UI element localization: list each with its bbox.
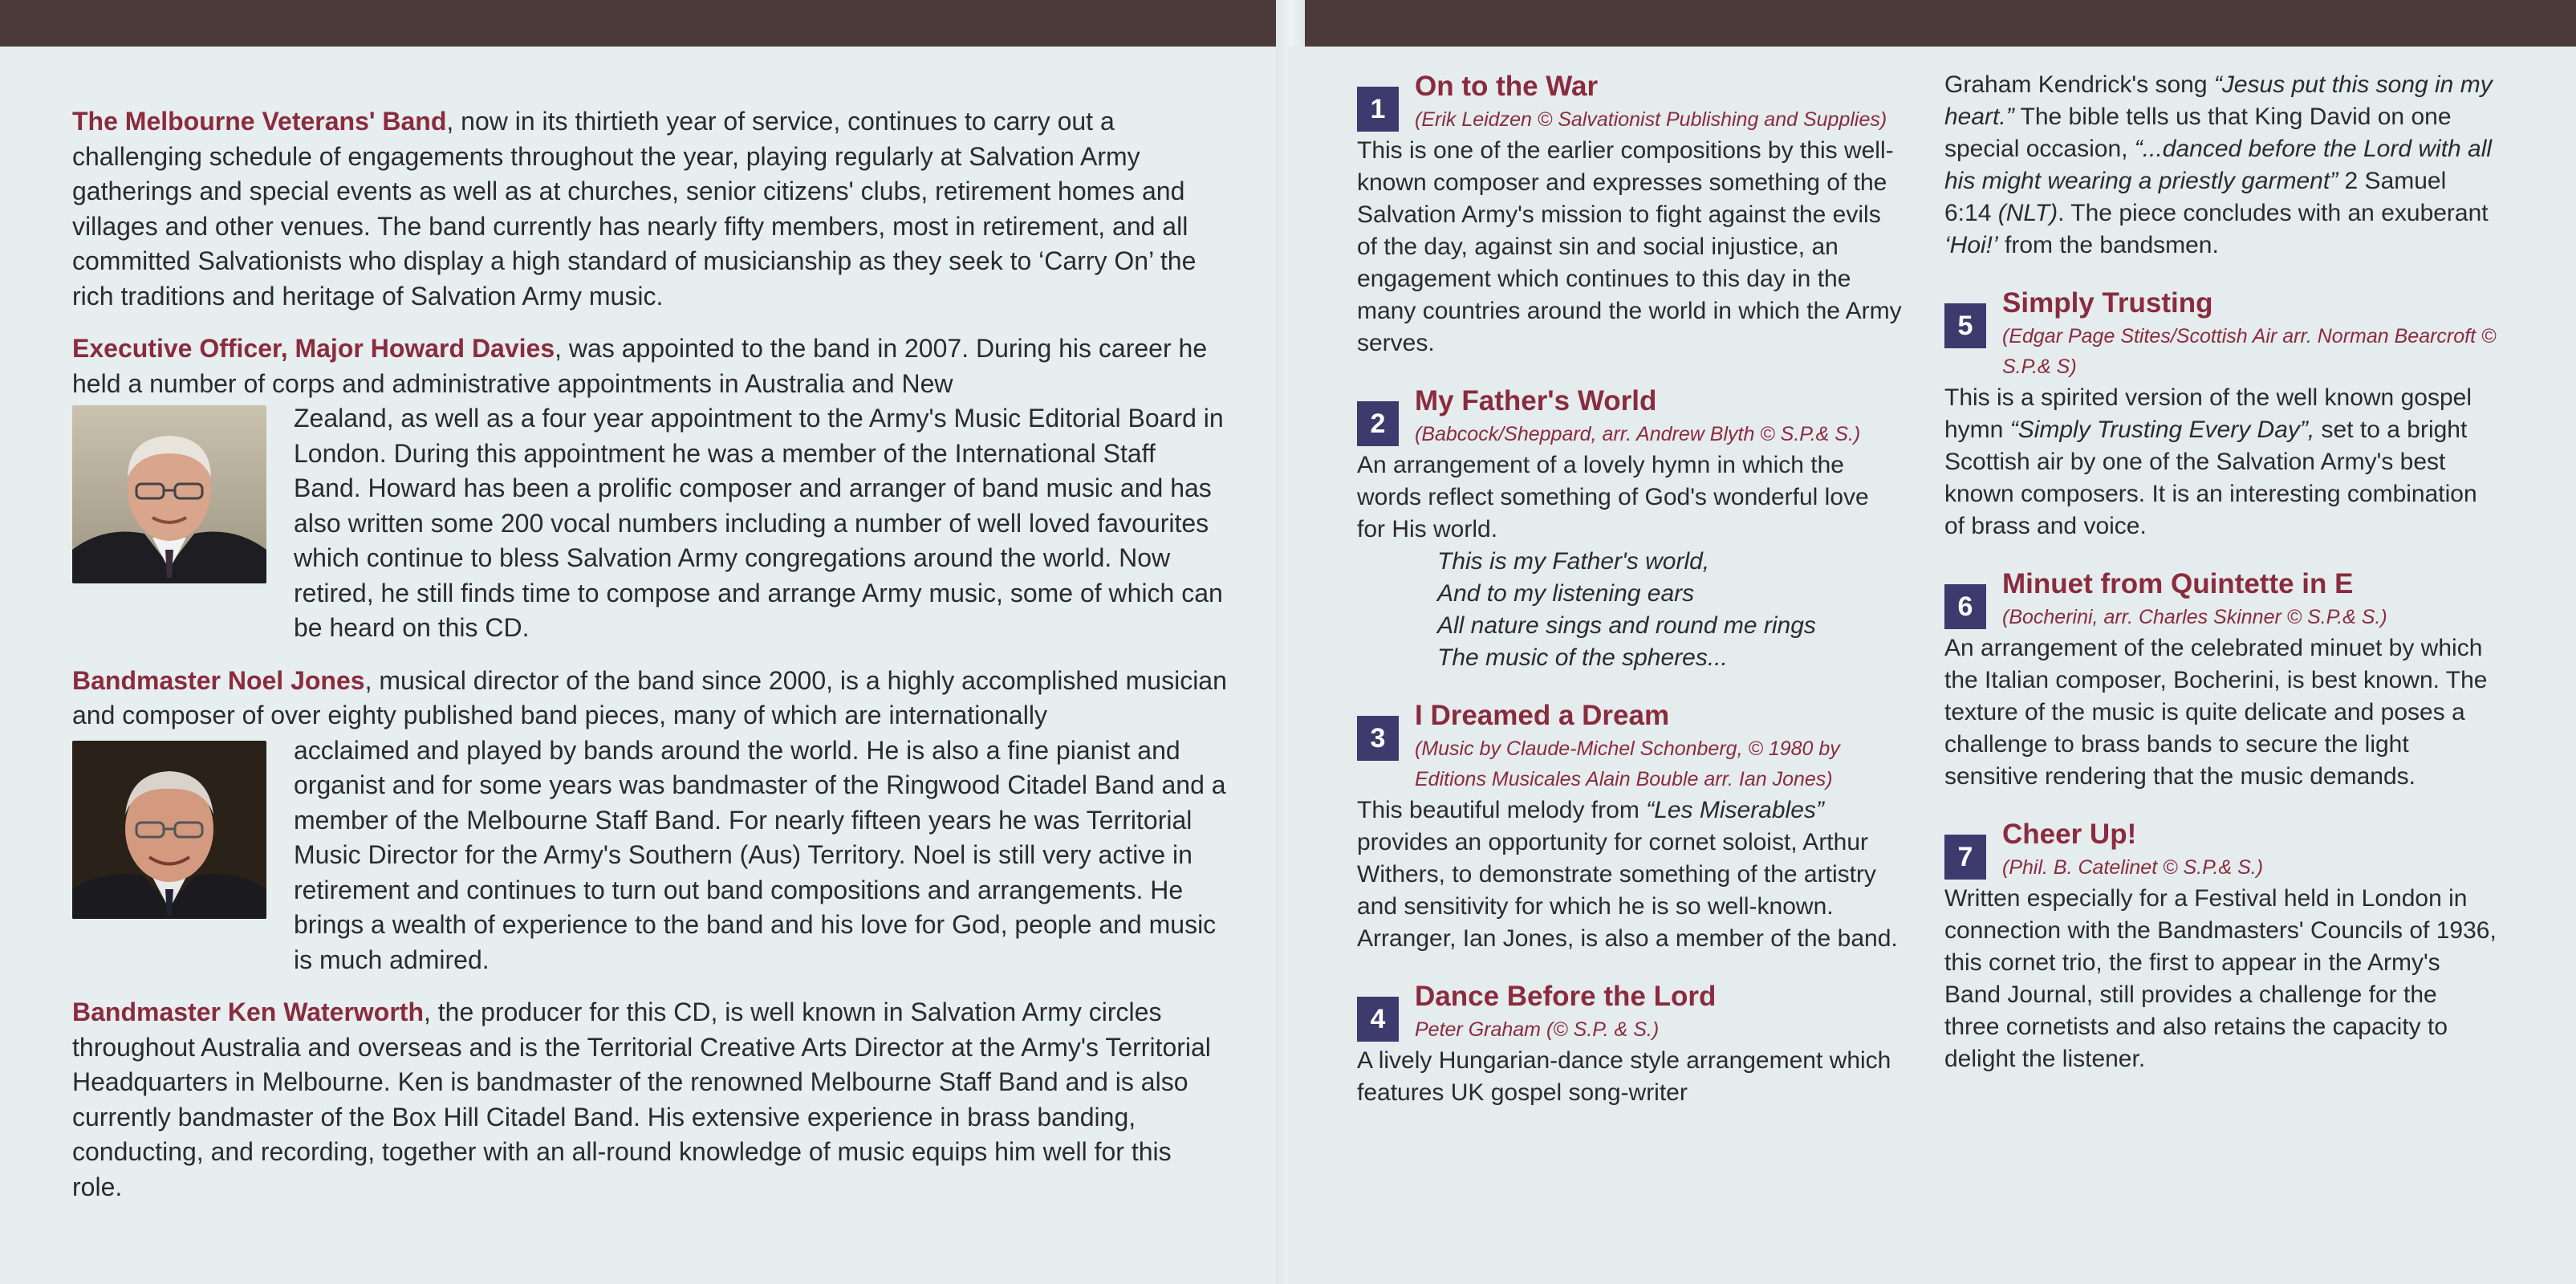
track-number: 3 <box>1357 716 1399 761</box>
desc-part: 2 Samuel 6:14 <box>1944 168 2447 226</box>
davies-bio <box>72 331 1228 646</box>
desc-italic: ‘Hoi!’ <box>1944 232 1998 258</box>
track-number: 5 <box>1944 303 1986 348</box>
track-number: 2 <box>1357 401 1399 446</box>
davies-photo <box>72 405 266 583</box>
track-credit: (Bocherini, arr. Charles Skinner © S.P.& S.) <box>2002 606 2387 628</box>
jones-name: Bandmaster Noel Jones <box>72 665 365 695</box>
track-number: 4 <box>1357 997 1399 1042</box>
track-5 <box>1944 286 2498 542</box>
track-credit: (Music by Claude-Michel Schonberg, © 1980 by Editions Musicales Alain Bouble arr. Ian Jones) <box>1415 737 1840 790</box>
desc-part: Graham Kendrick's song <box>1944 71 2214 98</box>
verse-line: All nature sings and round me rings <box>1437 612 1816 639</box>
track-4 <box>1357 979 1903 1109</box>
desc-part: from the bandsmen. <box>1997 232 2219 258</box>
desc-italic: “Simply Trusting Every Day”, <box>2009 416 2315 443</box>
waterworth-text: , the producer for this CD, is well known in Salvation Army circles throughout Australia and overseas and is the Territorial Creative Arts Director at the Army's Territorial Headquarters in Melbourne. Ken is bandmaster of the renowned Melbourne Staff Band and is also currently bandmaster of the Box Hill Citadel Band. His extensive experience in brass banding, conducting, and recording, together with an all-round knowledge of music equips him well for this role. <box>72 998 1211 1201</box>
verse-line: This is my Father's world, <box>1437 548 1710 575</box>
desc-italic: “Jesus put this song in my heart.” <box>1944 71 2493 130</box>
track-description <box>1944 382 2498 542</box>
track-credit: (Phil. B. Catelinet © S.P.& S.) <box>2002 856 2264 879</box>
desc-part: set to a bright Scottish air by one of the Salvation Army's best known composers. It is an interesting combination of brass and voice. <box>1944 416 2477 539</box>
band-paragraph <box>72 104 1228 314</box>
waterworth-name: Bandmaster Ken Waterworth <box>72 998 424 1026</box>
track-credit: (Babcock/Sheppard, arr. Andrew Blyth © S.P.& S.) <box>1415 423 1861 445</box>
bio-column <box>72 104 1228 1222</box>
tracks-column-1 <box>1357 69 1903 1133</box>
track-7 <box>1944 817 2498 1075</box>
track-title: My Father's World <box>1415 385 1657 416</box>
desc-part: This is a spirited version of the well known gospel hymn <box>1944 384 2472 443</box>
verse-line: The music of the spheres... <box>1437 644 1728 671</box>
track-description: This is one of the earlier compositions by this well-known composer and expresses something of the Salvation Army's mission to fight against the evils of the day, against sin and social injustice, an engagement which continues to this day in the many countries around the world in which the Army serves. <box>1357 137 1902 356</box>
tracks-column-2 <box>1944 69 2498 1099</box>
track-description: Written especially for a Festival held in London in connection with the Bandmasters' Councils of 1936, this cornet trio, the first to appear in the Army's Band Journal, still provides a challenge for the three cornetists and also retains the capacity to delight the listener. <box>1944 885 2497 1072</box>
left-page <box>0 47 1288 1284</box>
track-description: A lively Hungarian-dance style arrangement which features UK gospel song-writer <box>1357 1047 1891 1106</box>
track-1 <box>1357 69 1903 360</box>
track-credit: (Edgar Page Stites/Scottish Air arr. Norman Bearcroft © S.P.& S) <box>2002 325 2497 378</box>
track-3 <box>1357 698 1903 955</box>
desc-part: The bible tells us that King David on one special occasion, <box>1944 104 2452 162</box>
desc-italic: (NLT) <box>1997 200 2058 226</box>
verse-line: And to my listening ears <box>1437 580 1695 607</box>
davies-intro <box>72 331 1228 401</box>
waterworth-paragraph <box>72 995 1228 1205</box>
track-title: Dance Before the Lord <box>1415 981 1717 1012</box>
davies-name: Executive Officer, Major Howard Davies <box>72 334 555 363</box>
track-title: Minuet from Quintette in E <box>2002 568 2354 599</box>
track-description <box>1357 794 1903 955</box>
track-4-continued <box>1944 69 2498 262</box>
desc-italic: “...danced before the Lord with all his might wearing a priestly garment” <box>1944 136 2493 194</box>
jones-intro <box>72 664 1228 733</box>
desc-italic: “Les Miserables” <box>1646 797 1824 823</box>
davies-text-a: , was appointed to the band in 2007. During his career he held a number of corps and administrative appointments in Australia and New <box>72 334 1208 398</box>
jones-photo <box>72 741 266 919</box>
track-credit: (Erik Leidzen © Salvationist Publishing and Supplies) <box>1415 108 1887 131</box>
desc-part: provides an opportunity for cornet soloist, Arthur Withers, to demonstrate something of the artistry and sensitivity for which he is so well-known. Arranger, Ian Jones, is also a member of the band. <box>1357 829 1898 952</box>
band-name: The Melbourne Veterans' Band <box>72 107 447 136</box>
track-description: An arrangement of a lovely hymn in which the words reflect something of God's wonderful love for His world. <box>1357 452 1869 542</box>
track-6 <box>1944 567 2498 793</box>
jones-text-a: , musical director of the band since 2000, is a highly accomplished musician and composer of over eighty published band pieces, many of which are internationally <box>72 665 1227 729</box>
track-title: Simply Trusting <box>2002 287 2213 319</box>
track-title: I Dreamed a Dream <box>1415 700 1670 731</box>
track-number: 7 <box>1944 835 1986 880</box>
desc-part: . The piece concludes with an exuberant <box>2058 200 2489 226</box>
track-2 <box>1357 384 1903 674</box>
jones-text-b: acclaimed and played by bands around the world. He is also a fine pianist and organist and for some years was bandmaster of the Ringwood Citadel Band and a member of the Melbourne Staff Band. For nearly fifteen years he was Territorial Music Director for the Army's Southern (Aus) Territory. Noel is still very active in retirement and continues to turn out band compositions and arrangements. He brings a wealth of experience to the band and his love for God, people and music is much admired. <box>294 735 1226 974</box>
band-text: , now in its thirtieth year of service, continues to carry out a challenging schedule of engagements throughout the year, playing regularly at Salvation Army gatherings and special events as well as at churches, senior citizens' clubs, retirement homes and villages and other venues. The band currently has nearly fifty members, most in retirement, and all committed Salvationists who display a high standard of musicianship as they seek to ‘Carry On’ the rich traditions and heritage of Salvation Army music. <box>72 107 1197 311</box>
davies-text-b: Zealand, as well as a four year appointment to the Army's Music Editorial Board in London. During this appointment he was a member of the International Staff Band. Howard has been a prolific composer and arranger of band music and has also written some 200 vocal numbers including a number of well loved favourites which continue to bless Salvation Army congregations around the world. Now retired, he still finds time to compose and arrange Army music, some of which can be heard on this CD. <box>294 404 1224 642</box>
track-description: An arrangement of the celebrated minuet by which the Italian composer, Bocherini, is best known. The texture of the music is quite delicate and poses a challenge to brass bands to secure the light sensitive rendering that the music demands. <box>1944 635 2488 790</box>
track-title: Cheer Up! <box>2002 819 2137 850</box>
desc-part: This beautiful melody from <box>1357 797 1647 823</box>
track-title: On to the War <box>1415 71 1599 102</box>
jones-bio <box>72 664 1228 978</box>
track-credit: Peter Graham (© S.P. & S.) <box>1415 1018 1660 1041</box>
track-number: 1 <box>1357 87 1399 132</box>
track-number: 6 <box>1944 584 1986 629</box>
